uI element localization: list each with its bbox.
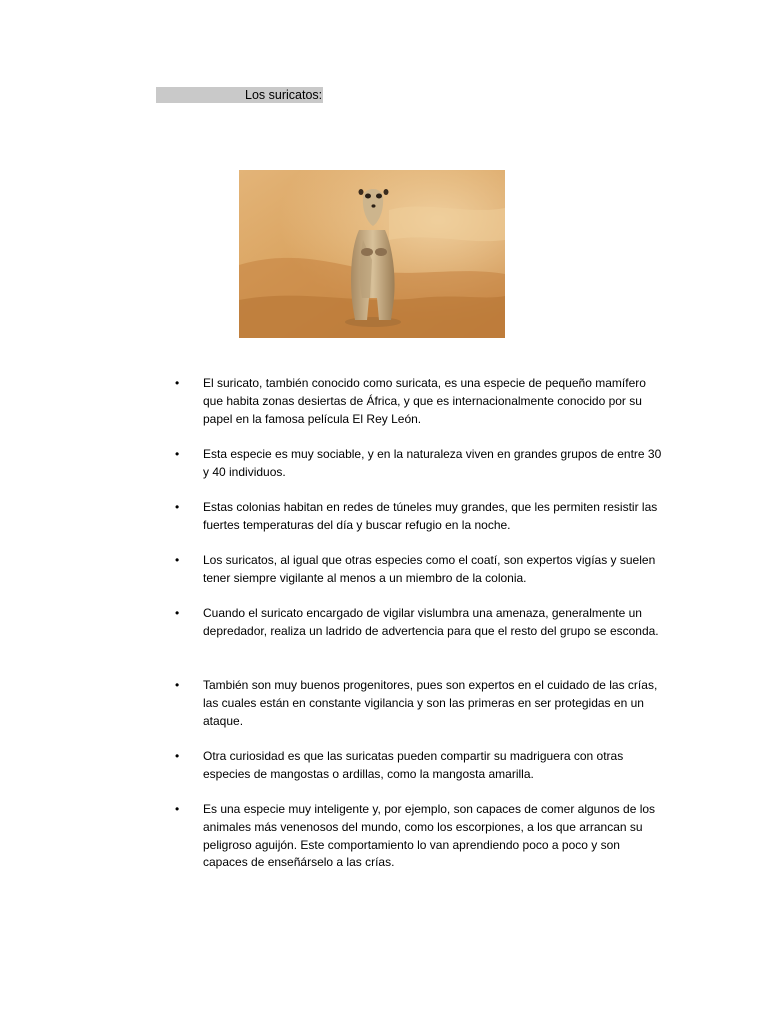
bullet-symbol: •	[175, 553, 180, 567]
bullet-symbol: •	[175, 678, 180, 692]
bullet-text: Es una especie muy inteligente y, por ejemplo, son capaces de comer algunos de los animales más venenosos del mundo, como los escorpiones, a los que arrancan su peligroso aguijón. Este comportamiento lo van aprendiendo poco a poco y son capaces de enseñárselo a las crías.	[203, 802, 656, 870]
list-item	[175, 748, 665, 784]
bullet-symbol: •	[175, 749, 180, 763]
bullet-symbol: •	[175, 500, 180, 514]
bullet-text: También son muy buenos progenitores, pues son expertos en el cuidado de las crías, las cuales están en constante vigilancia y son las primeras en ser protegidas en un ataque.	[203, 678, 658, 728]
list-item	[175, 552, 665, 588]
list-item	[175, 801, 665, 872]
bullet-text: El suricato, también conocido como suricata, es una especie de pequeño mamífero que habita zonas desiertas de África, y que es internacionalmente conocido por su papel en la famosa película El Rey León.	[203, 376, 646, 426]
bullet-symbol: •	[175, 447, 180, 461]
bullet-text: Estas colonias habitan en redes de túneles muy grandes, que les permiten resistir las fuertes temperaturas del día y buscar refugio en la noche.	[203, 500, 658, 532]
bullet-symbol: •	[175, 802, 180, 816]
bullet-text: Otra curiosidad es que las suricatas pueden compartir su madriguera con otras especies de mangostas o ardillas, como la mangosta amarilla.	[203, 749, 624, 781]
list-item	[175, 677, 665, 730]
bullet-symbol: •	[175, 606, 180, 620]
bullet-symbol: •	[175, 376, 180, 390]
bullet-text: Los suricatos, al igual que otras especies como el coatí, son expertos vigías y suelen tener siempre vigilante al menos a un miembro de la colonia.	[203, 553, 656, 585]
list-item	[175, 499, 665, 535]
bullet-text: Cuando el suricato encargado de vigilar vislumbra una amenaza, generalmente un depredador, realiza un ladrido de advertencia para que el resto del grupo se esconda.	[203, 606, 659, 638]
bullet-text: Esta especie es muy sociable, y en la naturaleza viven en grandes grupos de entre 30 y 40 individuos.	[203, 447, 662, 479]
list-item	[175, 375, 665, 428]
list-item	[175, 605, 665, 641]
list-item	[175, 446, 665, 482]
page-title: Los suricatos:	[245, 88, 323, 102]
